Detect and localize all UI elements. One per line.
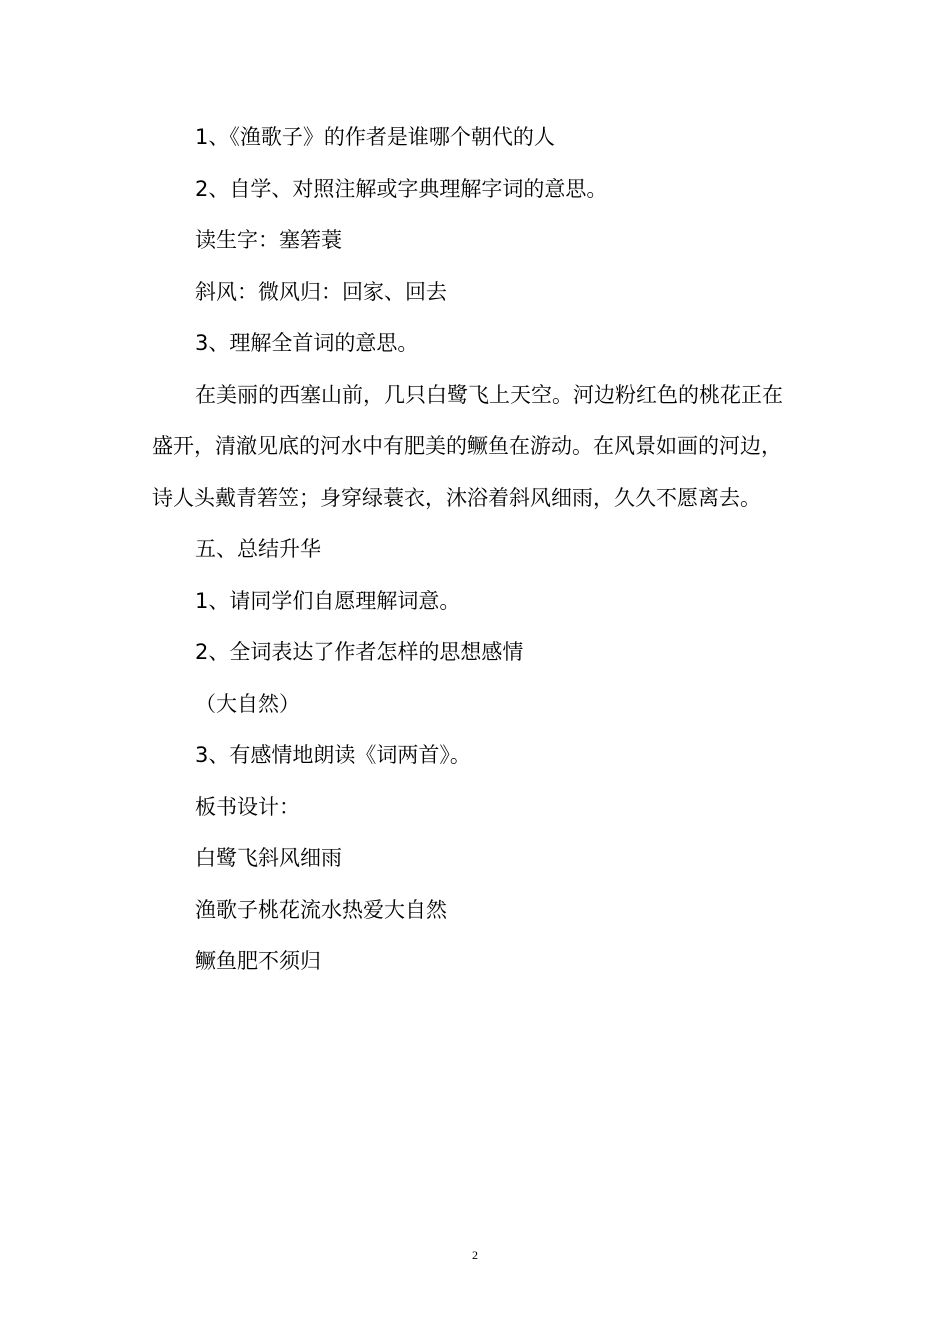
- blackboard-line-1: 白鹭飞斜风细雨: [195, 846, 342, 870]
- poem-paraphrase: 在美丽的西塞山前，几只白鹭飞上天空。河边粉红色的桃花正在盛开，清澈见底的河水中有肥美的鳜鱼在游动。在风景如画的河边，诗人头戴青箬笠；身穿绿蓑衣，沐浴着斜风细雨，久久不愿离去。: [152, 382, 783, 510]
- section-heading-summary: 五、总结升华: [195, 537, 321, 561]
- new-characters: 读生字：塞箬蓑: [195, 228, 342, 252]
- blackboard-design-heading: 板书设计：: [195, 794, 300, 819]
- summary-answer: （大自然）: [195, 691, 300, 716]
- word-meanings: 斜风：微风归：回家、回去: [195, 279, 447, 304]
- summary-item-2: 2、全词表达了作者怎样的思想感情: [195, 640, 524, 664]
- summary-item-3: 3、有感情地朗读《词两首》。: [195, 743, 471, 767]
- step-self-study: 2、自学、对照注解或字典理解字词的意思。: [195, 176, 608, 201]
- blackboard-line-2: 渔歌子桃花流水热爱大自然: [195, 897, 447, 922]
- document-body: [152, 112, 802, 988]
- step-understand-poem: 3、理解全首词的意思。: [195, 331, 419, 355]
- question-author: 1、《渔歌子》的作者是谁哪个朝代的人: [195, 125, 555, 149]
- page-number: 2: [472, 1248, 478, 1262]
- blackboard-line-3: 鳜鱼肥不须归: [195, 949, 321, 973]
- summary-item-1: 1、请同学们自愿理解词意。: [195, 588, 461, 613]
